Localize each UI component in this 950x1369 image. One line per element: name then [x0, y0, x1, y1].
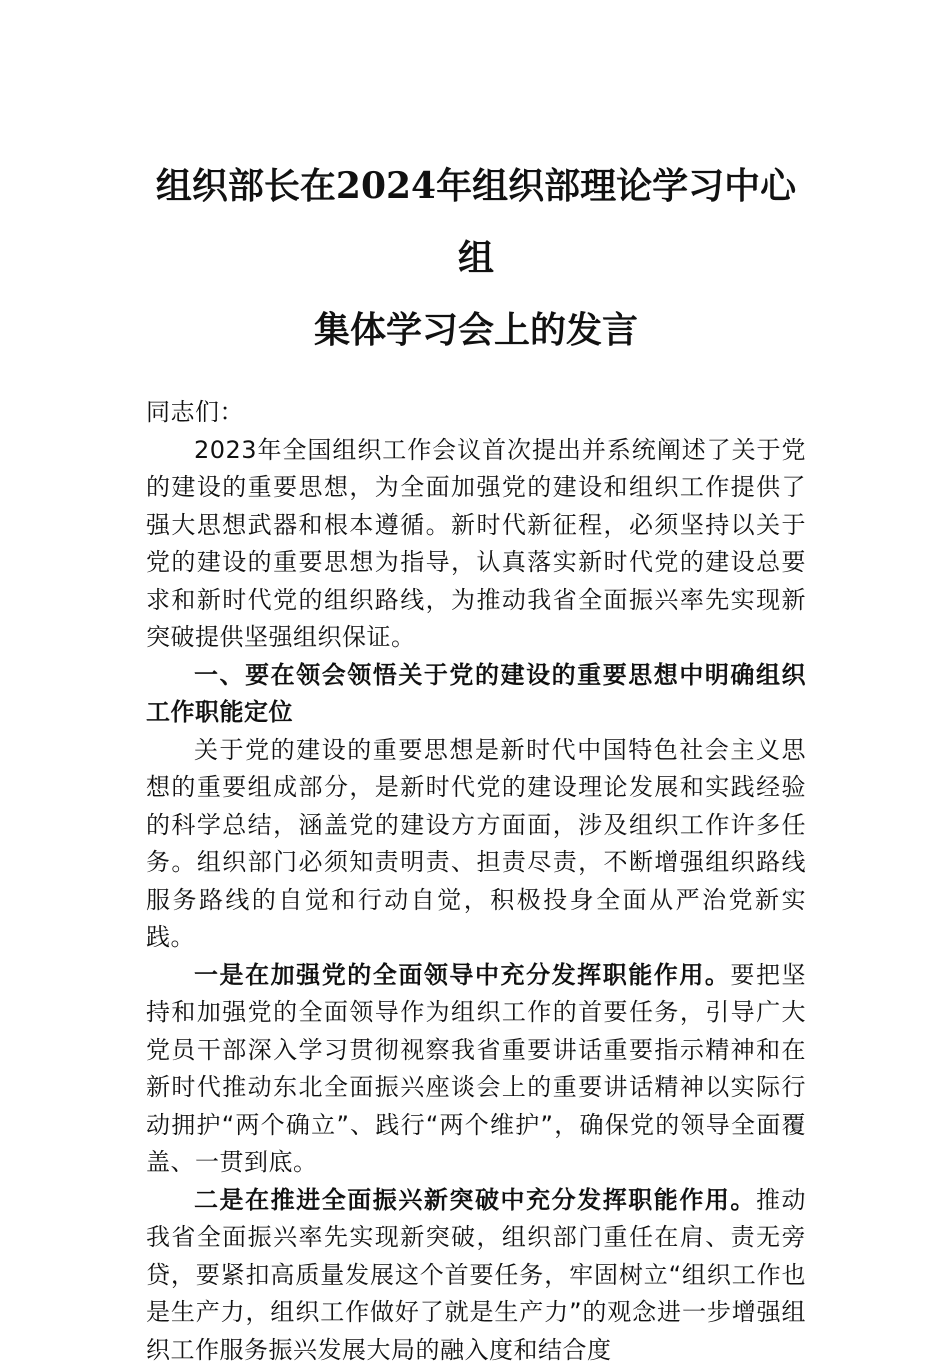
paragraph-point-1: [146, 957, 806, 1182]
paragraph-section-1: 关于党的建设的重要思想是新时代中国特色社会主义思想的重要组成部分，是新时代党的建设理论发展和实践经验的科学总结，涵盖党的建设方方面面，涉及组织工作许多任务。组织部门必须知责明责、担责尽责，不断增强组织路线服务路线的自觉和行动自觉，积极投身全面从严治党新实践。: [146, 732, 806, 957]
title-line-1: 组织部长在2024年组织部理论学习中心组: [146, 150, 806, 294]
point-2-lead: 二是在推进全面振兴新突破中充分发挥职能作用。: [194, 1186, 756, 1214]
paragraph-point-2: [146, 1182, 806, 1369]
point-1-body: 要把坚持和加强党的全面领导作为组织工作的首要任务，引导广大党员干部深入学习贯彻视察我省重要讲话重要指示精神和在新时代推动东北全面振兴座谈会上的重要讲话精神以实际行动拥护“两个确立”、践行“两个维护”，确保党的领导全面覆盖、一贯到底。: [146, 961, 806, 1177]
point-2-body: 推动我省全面振兴率先实现新突破，组织部门重任在肩、责无旁贷，要紧扣高质量发展这个首要任务，牢固树立“组织工作也是生产力，组织工作做好了就是生产力”的观念进一步增强组织工作服务振兴发展大局的融入度和结合度: [146, 1186, 806, 1364]
point-1-lead: 一是在加强党的全面领导中充分发挥职能作用。: [194, 961, 730, 989]
salutation: 同志们：: [146, 394, 806, 432]
document-title: [146, 150, 806, 366]
section-heading-1: 一、要在领会领悟关于党的建设的重要思想中明确组织工作职能定位: [146, 657, 806, 732]
document-page: [146, 150, 806, 1369]
title-line-2: 集体学习会上的发言: [146, 294, 806, 366]
paragraph-intro: 2023年全国组织工作会议首次提出并系统阐述了关于党的建设的重要思想，为全面加强党的建设和组织工作提供了强大思想武器和根本遵循。新时代新征程，必须坚持以关于党的建设的重要思想为指导，认真落实新时代党的建设总要求和新时代党的组织路线，为推动我省全面振兴率先实现新突破提供坚强组织保证。: [146, 432, 806, 657]
